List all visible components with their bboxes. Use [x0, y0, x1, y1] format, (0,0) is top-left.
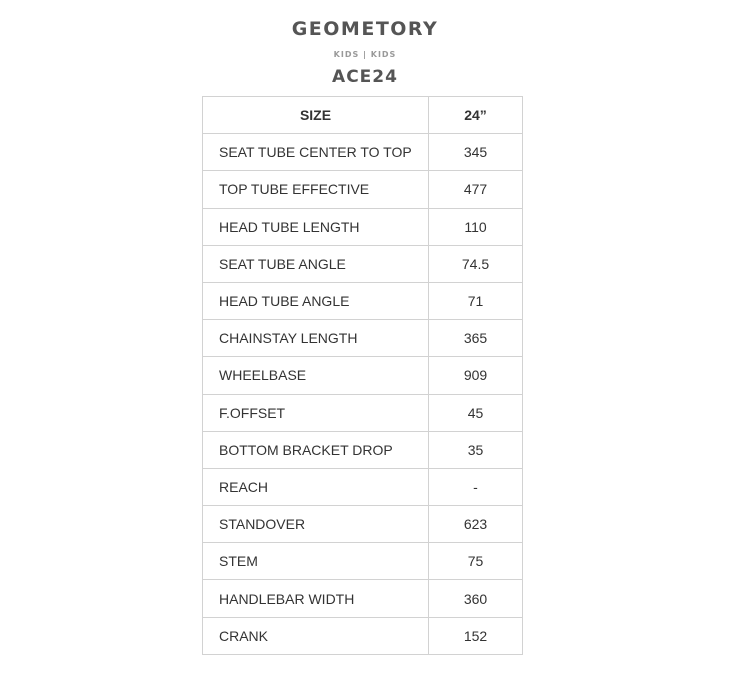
table-row — [203, 394, 523, 431]
category-subtitle: KIDS | KIDS — [333, 50, 397, 59]
row-value: 45 — [429, 394, 523, 431]
table-row — [203, 282, 523, 319]
table-row — [203, 357, 523, 394]
row-label: STANDOVER — [203, 506, 429, 543]
table-row — [203, 506, 523, 543]
row-label: CRANK — [203, 617, 429, 654]
row-label: HANDLEBAR WIDTH — [203, 580, 429, 617]
row-label: BOTTOM BRACKET DROP — [203, 431, 429, 468]
table-header-row — [203, 97, 523, 134]
row-value: 35 — [429, 431, 523, 468]
row-label: SEAT TUBE ANGLE — [203, 245, 429, 282]
table-row — [203, 580, 523, 617]
row-value: 365 — [429, 320, 523, 357]
model-name: ACE24 — [332, 67, 398, 87]
row-label: SEAT TUBE CENTER TO TOP — [203, 134, 429, 171]
table-row — [203, 431, 523, 468]
row-label: HEAD TUBE ANGLE — [203, 282, 429, 319]
row-value: 345 — [429, 134, 523, 171]
table-row — [203, 468, 523, 505]
row-value: 477 — [429, 171, 523, 208]
row-label: F.OFFSET — [203, 394, 429, 431]
row-value: 75 — [429, 543, 523, 580]
table-row — [203, 134, 523, 171]
row-value: 71 — [429, 282, 523, 319]
row-label: TOP TUBE EFFECTIVE — [203, 171, 429, 208]
column-header-size: SIZE — [203, 97, 429, 134]
column-header-24: 24” — [429, 97, 523, 134]
table-row — [203, 171, 523, 208]
row-value: 909 — [429, 357, 523, 394]
page-title: GEOMETORY — [291, 18, 439, 40]
row-value: 152 — [429, 617, 523, 654]
table-row — [203, 543, 523, 580]
row-value: 623 — [429, 506, 523, 543]
geometry-table — [202, 96, 523, 655]
row-value: 110 — [429, 208, 523, 245]
table-row — [203, 320, 523, 357]
row-label: CHAINSTAY LENGTH — [203, 320, 429, 357]
table-row — [203, 617, 523, 654]
row-label: HEAD TUBE LENGTH — [203, 208, 429, 245]
row-label: REACH — [203, 468, 429, 505]
table-row — [203, 208, 523, 245]
row-label: WHEELBASE — [203, 357, 429, 394]
row-value: - — [429, 468, 523, 505]
table-row — [203, 245, 523, 282]
row-value: 74.5 — [429, 245, 523, 282]
row-value: 360 — [429, 580, 523, 617]
row-label: STEM — [203, 543, 429, 580]
